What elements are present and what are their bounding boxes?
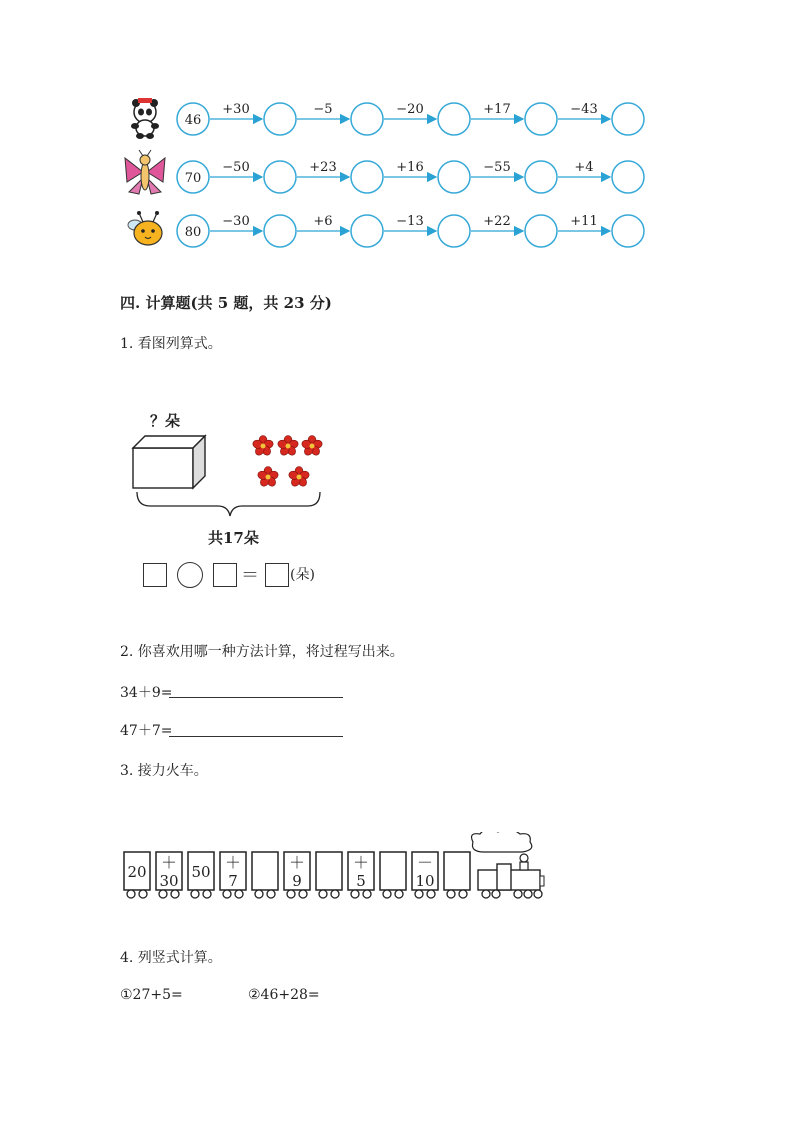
operator-circle[interactable] bbox=[177, 562, 203, 588]
answer-box-result[interactable] bbox=[265, 563, 289, 587]
flower-center bbox=[310, 444, 315, 449]
train-car-operator: ＋ bbox=[160, 853, 178, 872]
chain-operation: +17 bbox=[483, 102, 511, 117]
chain-operation: +11 bbox=[570, 214, 598, 229]
chain-answer-circle[interactable] bbox=[525, 103, 557, 135]
chain-operation: +16 bbox=[396, 160, 424, 175]
equals-sign: ＝ bbox=[241, 565, 259, 586]
flower-icon bbox=[277, 436, 299, 457]
q1-unknown-label: ？朵 bbox=[150, 412, 181, 430]
chain-operation: +23 bbox=[309, 160, 337, 175]
chain-start-value: 46 bbox=[184, 113, 202, 128]
chain-operation: −55 bbox=[483, 160, 511, 175]
chain-answer-circle[interactable] bbox=[264, 103, 296, 135]
chain-answer-circle[interactable] bbox=[351, 103, 383, 135]
cube-box bbox=[133, 436, 205, 488]
q1-figure bbox=[120, 430, 340, 522]
train-car-number: 7 bbox=[228, 872, 238, 890]
train-car-operator: － bbox=[416, 853, 434, 872]
train-wheel bbox=[383, 890, 391, 898]
train-car-number: 10 bbox=[415, 872, 435, 890]
train-wheel bbox=[267, 890, 275, 898]
chain-operation: −43 bbox=[570, 102, 598, 117]
train-wheel bbox=[139, 890, 147, 898]
chain-operation: +6 bbox=[313, 214, 333, 229]
train-wheel bbox=[171, 890, 179, 898]
train-wheel bbox=[127, 890, 135, 898]
flower-icon bbox=[257, 467, 279, 488]
train-wheel bbox=[363, 890, 371, 898]
q3-title: 3. 接力火车。 bbox=[120, 763, 208, 779]
chain-operation: +4 bbox=[574, 160, 594, 175]
train-car[interactable] bbox=[316, 852, 342, 890]
answer-box-1[interactable] bbox=[143, 563, 167, 587]
q4-item-2: ②46+28= bbox=[248, 987, 320, 1003]
train-wheel bbox=[351, 890, 359, 898]
train-wheel bbox=[255, 890, 263, 898]
chain-answer-circle[interactable] bbox=[612, 215, 644, 247]
q2-answer-line-2[interactable] bbox=[169, 736, 343, 737]
train-wheel bbox=[235, 890, 243, 898]
chain-operation: −50 bbox=[222, 160, 250, 175]
chain-answer-circle[interactable] bbox=[351, 161, 383, 193]
chain-start-value: 80 bbox=[184, 225, 202, 240]
train-wheel bbox=[331, 890, 339, 898]
train-wheel bbox=[459, 890, 467, 898]
chain-answer-circle[interactable] bbox=[264, 215, 296, 247]
train-car-number: 5 bbox=[356, 872, 366, 890]
train-car[interactable] bbox=[252, 852, 278, 890]
q2-answer-line-1[interactable] bbox=[169, 697, 343, 698]
chain-answer-circle[interactable] bbox=[438, 103, 470, 135]
brace bbox=[137, 492, 320, 516]
train-car-number: 9 bbox=[292, 872, 302, 890]
chain-start-value: 70 bbox=[184, 171, 202, 186]
chain-operation: −13 bbox=[396, 214, 424, 229]
chain-answer-circle[interactable] bbox=[612, 161, 644, 193]
chain-answer-circle[interactable] bbox=[351, 215, 383, 247]
train-wheel bbox=[395, 890, 403, 898]
chain-operation: +30 bbox=[222, 102, 250, 117]
flower-icon bbox=[301, 436, 323, 457]
answer-box-2[interactable] bbox=[213, 563, 237, 587]
q2-expr-1: 34＋9= bbox=[120, 685, 173, 701]
train-car-operator: ＋ bbox=[352, 853, 370, 872]
chain-answer-circle[interactable] bbox=[525, 161, 557, 193]
bee-icon bbox=[128, 211, 162, 245]
panda-icon bbox=[131, 98, 159, 139]
flower-icon bbox=[288, 467, 310, 488]
q2-expr-2: 47＋7= bbox=[120, 723, 173, 739]
q1-title: 1. 看图列算式。 bbox=[120, 336, 222, 352]
train-wheel bbox=[299, 890, 307, 898]
train-wheel bbox=[191, 890, 199, 898]
chain-operation: −5 bbox=[313, 102, 333, 117]
chain-answer-circle[interactable] bbox=[438, 161, 470, 193]
train-wheel bbox=[159, 890, 167, 898]
train-wheel bbox=[223, 890, 231, 898]
chain-operation: −20 bbox=[396, 102, 424, 117]
train-car[interactable] bbox=[444, 852, 470, 890]
chain-answer-circle[interactable] bbox=[612, 103, 644, 135]
train-car-number: 20 bbox=[127, 863, 147, 881]
chain-answer-circle[interactable] bbox=[264, 161, 296, 193]
chain-answer-circle[interactable] bbox=[438, 215, 470, 247]
train-wheel bbox=[287, 890, 295, 898]
q4-title: 4. 列竖式计算。 bbox=[120, 950, 222, 966]
q1-total-label: 共17朵 bbox=[208, 529, 259, 547]
q4-item-1: ①27+5= bbox=[120, 987, 183, 1003]
flower-center bbox=[286, 444, 291, 449]
train-car-operator: ＋ bbox=[288, 853, 306, 872]
train-wheel bbox=[319, 890, 327, 898]
flower-center bbox=[266, 475, 271, 480]
train-car-operator: ＋ bbox=[224, 853, 242, 872]
train-wheel bbox=[427, 890, 435, 898]
locomotive bbox=[472, 832, 544, 898]
train-car-number: 30 bbox=[159, 872, 179, 890]
relay-train bbox=[118, 832, 548, 904]
flower-icon bbox=[252, 436, 274, 457]
chain-answer-circle[interactable] bbox=[525, 215, 557, 247]
flower-center bbox=[297, 475, 302, 480]
butterfly-icon bbox=[125, 150, 165, 194]
flower-center bbox=[261, 444, 266, 449]
number-chains bbox=[0, 0, 794, 270]
unit-label: (朵) bbox=[290, 567, 315, 583]
chain-operation: +22 bbox=[483, 214, 511, 229]
train-wheel bbox=[415, 890, 423, 898]
chain-operation: −30 bbox=[222, 214, 250, 229]
train-wheel bbox=[447, 890, 455, 898]
train-wheel bbox=[203, 890, 211, 898]
train-car[interactable] bbox=[380, 852, 406, 890]
train-car-number: 50 bbox=[191, 863, 211, 881]
q2-title: 2. 你喜欢用哪一种方法计算，将过程写出来。 bbox=[120, 644, 404, 660]
section-title: 四. 计算题(共 5 题，共 23 分) bbox=[120, 294, 332, 312]
